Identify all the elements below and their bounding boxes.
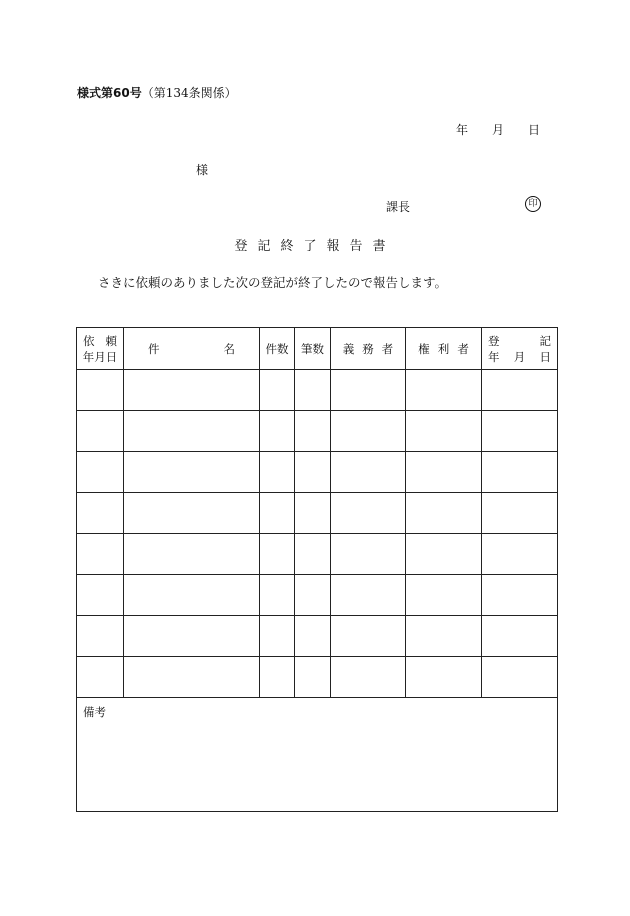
case-name-cell[interactable] (124, 575, 260, 616)
remarks-label: 備考 (83, 705, 106, 719)
right-holder-cell[interactable] (406, 370, 482, 411)
date-day-label: 日 (528, 123, 541, 137)
table-row (77, 452, 558, 493)
request-date-cell[interactable] (77, 616, 124, 657)
parcel-count-cell[interactable] (295, 370, 331, 411)
obligor-cell[interactable] (331, 493, 406, 534)
obligor-cell[interactable] (331, 657, 406, 698)
right-holder-cell[interactable] (406, 493, 482, 534)
obligor-cell[interactable] (331, 616, 406, 657)
obligor-cell[interactable] (331, 370, 406, 411)
parcel-count-cell[interactable] (295, 534, 331, 575)
header-registration-date: 登 記 年 月 日 (482, 328, 558, 370)
table-header-row (77, 328, 558, 370)
table-row (77, 411, 558, 452)
parcel-count-cell[interactable] (295, 616, 331, 657)
count-cell[interactable] (260, 370, 295, 411)
request-date-cell[interactable] (77, 493, 124, 534)
registration-date-cell[interactable] (482, 411, 558, 452)
registration-date-cell[interactable] (482, 616, 558, 657)
count-cell[interactable] (260, 411, 295, 452)
header-count: 件数 (260, 328, 295, 370)
form-reference: （第134条関係） (141, 86, 237, 100)
count-cell[interactable] (260, 657, 295, 698)
registration-date-cell[interactable] (482, 575, 558, 616)
table-row (77, 657, 558, 698)
header-right-holder: 権 利 者 (406, 328, 482, 370)
request-date-cell[interactable] (77, 575, 124, 616)
obligor-cell[interactable] (331, 575, 406, 616)
case-name-cell[interactable] (124, 452, 260, 493)
obligor-cell[interactable] (331, 534, 406, 575)
remarks-cell[interactable] (77, 698, 558, 812)
right-holder-cell[interactable] (406, 616, 482, 657)
case-name-cell[interactable] (124, 493, 260, 534)
parcel-count-cell[interactable] (295, 411, 331, 452)
header-obligor: 義 務 者 (331, 328, 406, 370)
table-row (77, 616, 558, 657)
obligor-cell[interactable] (331, 452, 406, 493)
registration-date-cell[interactable] (482, 493, 558, 534)
right-holder-cell[interactable] (406, 411, 482, 452)
case-name-cell[interactable] (124, 370, 260, 411)
table-row (77, 493, 558, 534)
header-case-name: 件 名 (124, 328, 260, 370)
request-date-cell[interactable] (77, 411, 124, 452)
parcel-count-cell[interactable] (295, 657, 331, 698)
remarks-row (77, 698, 558, 812)
header-request-date: 依 頼 年月日 (77, 328, 124, 370)
registration-date-cell[interactable] (482, 370, 558, 411)
header-parcel-count: 筆数 (295, 328, 331, 370)
table-row (77, 370, 558, 411)
report-table (76, 327, 558, 812)
request-date-cell[interactable] (77, 452, 124, 493)
registration-date-cell[interactable] (482, 452, 558, 493)
addressee-suffix: 様 (196, 163, 209, 177)
request-date-cell[interactable] (77, 657, 124, 698)
seal-mark (525, 196, 541, 212)
case-name-cell[interactable] (124, 616, 260, 657)
request-date-cell[interactable] (77, 534, 124, 575)
form-number-line (77, 84, 237, 101)
right-holder-cell[interactable] (406, 534, 482, 575)
date-year-label: 年 (456, 123, 469, 137)
lead-text: さきに依頼のありました次の登記が終了したので報告します。 (98, 275, 448, 290)
registration-date-cell[interactable] (482, 534, 558, 575)
table-row (77, 534, 558, 575)
count-cell[interactable] (260, 493, 295, 534)
table-row (77, 575, 558, 616)
case-name-cell[interactable] (124, 411, 260, 452)
request-date-cell[interactable] (77, 370, 124, 411)
count-cell[interactable] (260, 575, 295, 616)
seal-char: 印 (528, 199, 538, 209)
registration-date-cell[interactable] (482, 657, 558, 698)
count-cell[interactable] (260, 534, 295, 575)
form-number: 様式第60号 (77, 86, 142, 100)
case-name-cell[interactable] (124, 534, 260, 575)
parcel-count-cell[interactable] (295, 575, 331, 616)
sender-title: 課長 (386, 200, 411, 214)
obligor-cell[interactable] (331, 411, 406, 452)
document-title: 登記終了報告書 (234, 239, 396, 254)
parcel-count-cell[interactable] (295, 452, 331, 493)
right-holder-cell[interactable] (406, 575, 482, 616)
count-cell[interactable] (260, 616, 295, 657)
right-holder-cell[interactable] (406, 452, 482, 493)
parcel-count-cell[interactable] (295, 493, 331, 534)
right-holder-cell[interactable] (406, 657, 482, 698)
date-month-label: 月 (492, 123, 505, 137)
case-name-cell[interactable] (124, 657, 260, 698)
count-cell[interactable] (260, 452, 295, 493)
